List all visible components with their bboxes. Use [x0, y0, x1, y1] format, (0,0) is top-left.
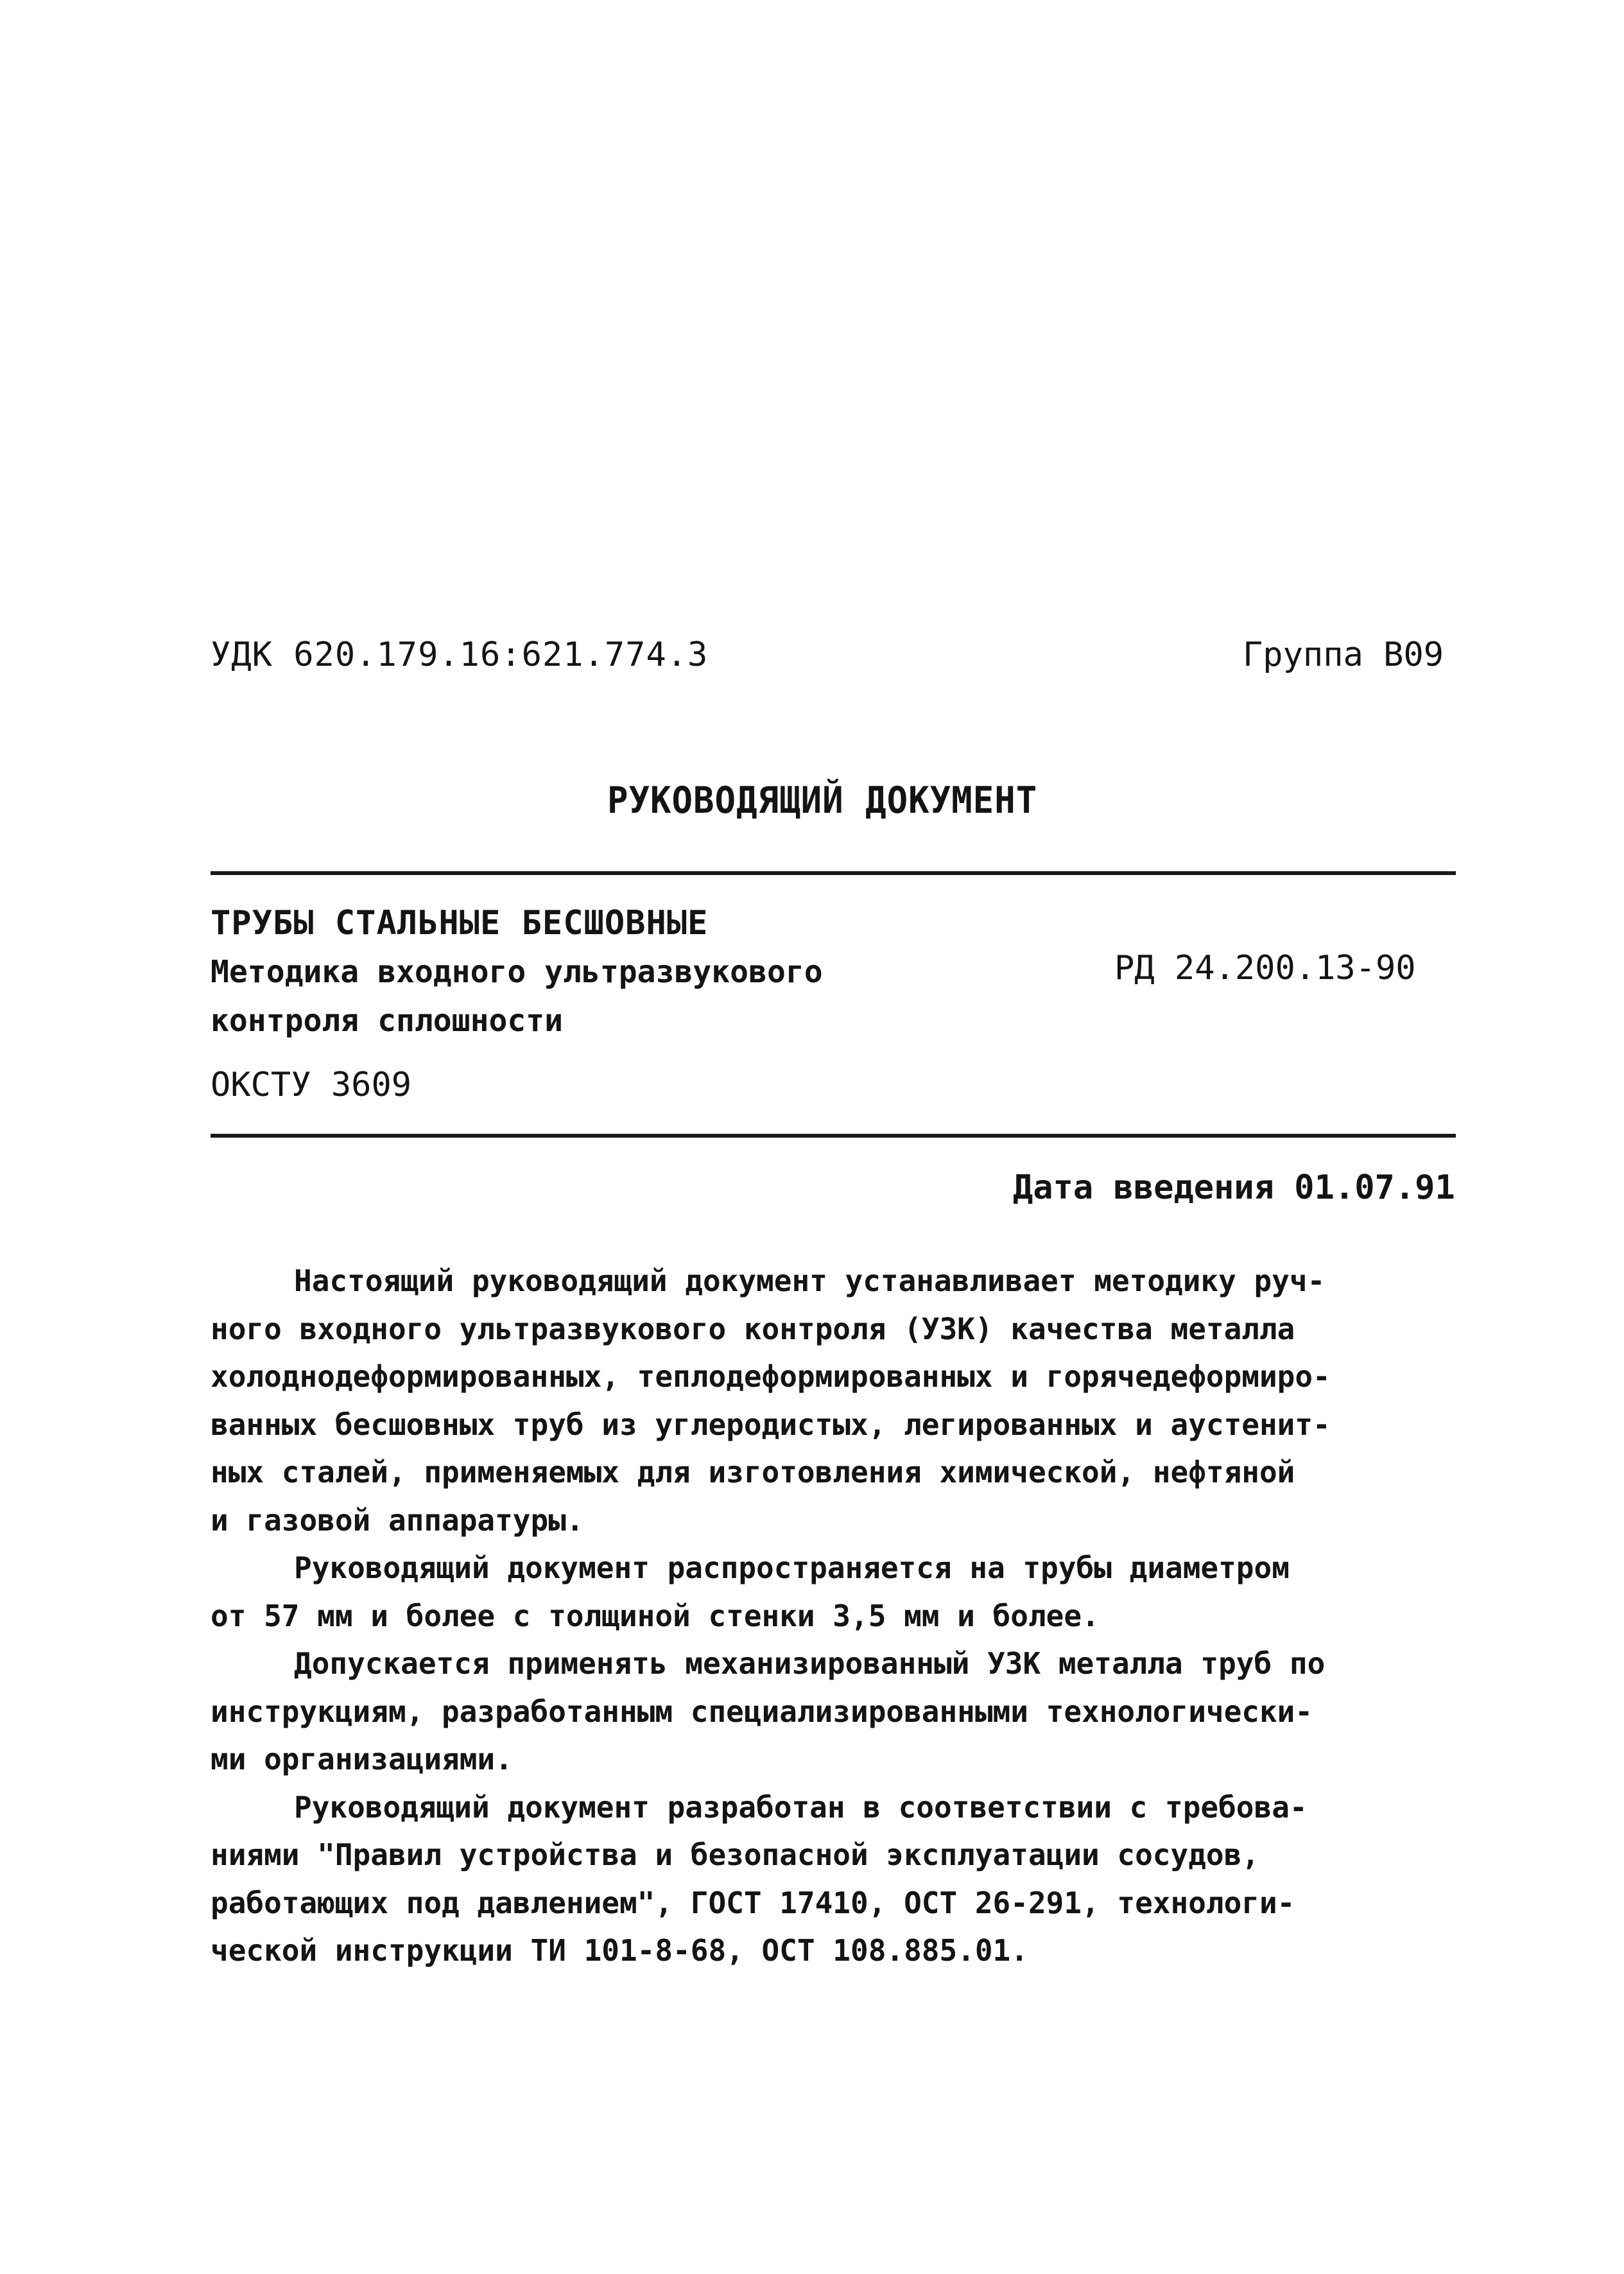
- document-designation: РД 24.200.13-90: [1114, 949, 1416, 987]
- title-block: [211, 899, 823, 1045]
- body-text: [211, 1257, 1456, 1975]
- paragraph-1-line: и газовой аппаратуры.: [211, 1502, 584, 1538]
- document-type-heading: РУКОВОДЯЩИЙ ДОКУМЕНТ: [607, 779, 1038, 822]
- paragraph-3-line: ми организациями.: [211, 1742, 513, 1776]
- paragraph-4-line: ниями "Правил устройства и безопасной эксплуатации сосудов,: [211, 1837, 1259, 1872]
- paragraph-2-line: Руководящий документ распространяется на трубы диаметром: [294, 1550, 1290, 1585]
- paragraph-3-line: инструкциям, разработанным специализированными технологически-: [211, 1694, 1313, 1729]
- paragraph-2-line: от 57 мм и более с толщиной стенки 3,5 мм и более.: [211, 1598, 1100, 1633]
- paragraph-1-line: ного входного ультразвукового контроля (УЗК) качества металла: [211, 1311, 1295, 1346]
- group-code: Группа В09: [1243, 636, 1444, 674]
- okstu-code: ОКСТУ 3609: [211, 1066, 412, 1104]
- paragraph-4-line: Руководящий документ разработан в соответствии с требова-: [294, 1789, 1308, 1825]
- paragraph-1-line: ванных бесшовных труб из углеродистых, легированных и аустенит-: [211, 1407, 1331, 1442]
- introduction-date: Дата введения 01.07.91: [1013, 1168, 1455, 1207]
- paragraph-4-line: работающих под давлением", ГОСТ 17410, ОСТ 26-291, технологи-: [211, 1885, 1295, 1920]
- bottom-rule: [211, 1134, 1456, 1138]
- paragraph-1-line: холоднодеформированных, теплодеформированных и горячедеформиро-: [211, 1359, 1331, 1394]
- udk-code: УДК 620.179.16:621.774.3: [211, 636, 709, 674]
- paragraph-3-line: Допускается применять механизированный УЗК металла труб по: [294, 1646, 1326, 1681]
- title-subtitle-line-2: контроля сплошности: [211, 1003, 564, 1039]
- top-rule: [211, 871, 1456, 875]
- title-main: ТРУБЫ СТАЛЬНЫЕ БЕСШОВНЫЕ: [211, 904, 709, 942]
- paragraph-1-line: Настоящий руководящий документ устанавливает методику руч-: [294, 1263, 1326, 1298]
- paragraph-1-line: ных сталей, применяемых для изготовления химической, нефтяной: [211, 1455, 1295, 1489]
- title-subtitle-line-1: Методика входного ультразвукового: [211, 954, 823, 990]
- paragraph-4-line: ческой инструкции ТИ 101-8-68, ОСТ 108.885.01.: [211, 1933, 1028, 1968]
